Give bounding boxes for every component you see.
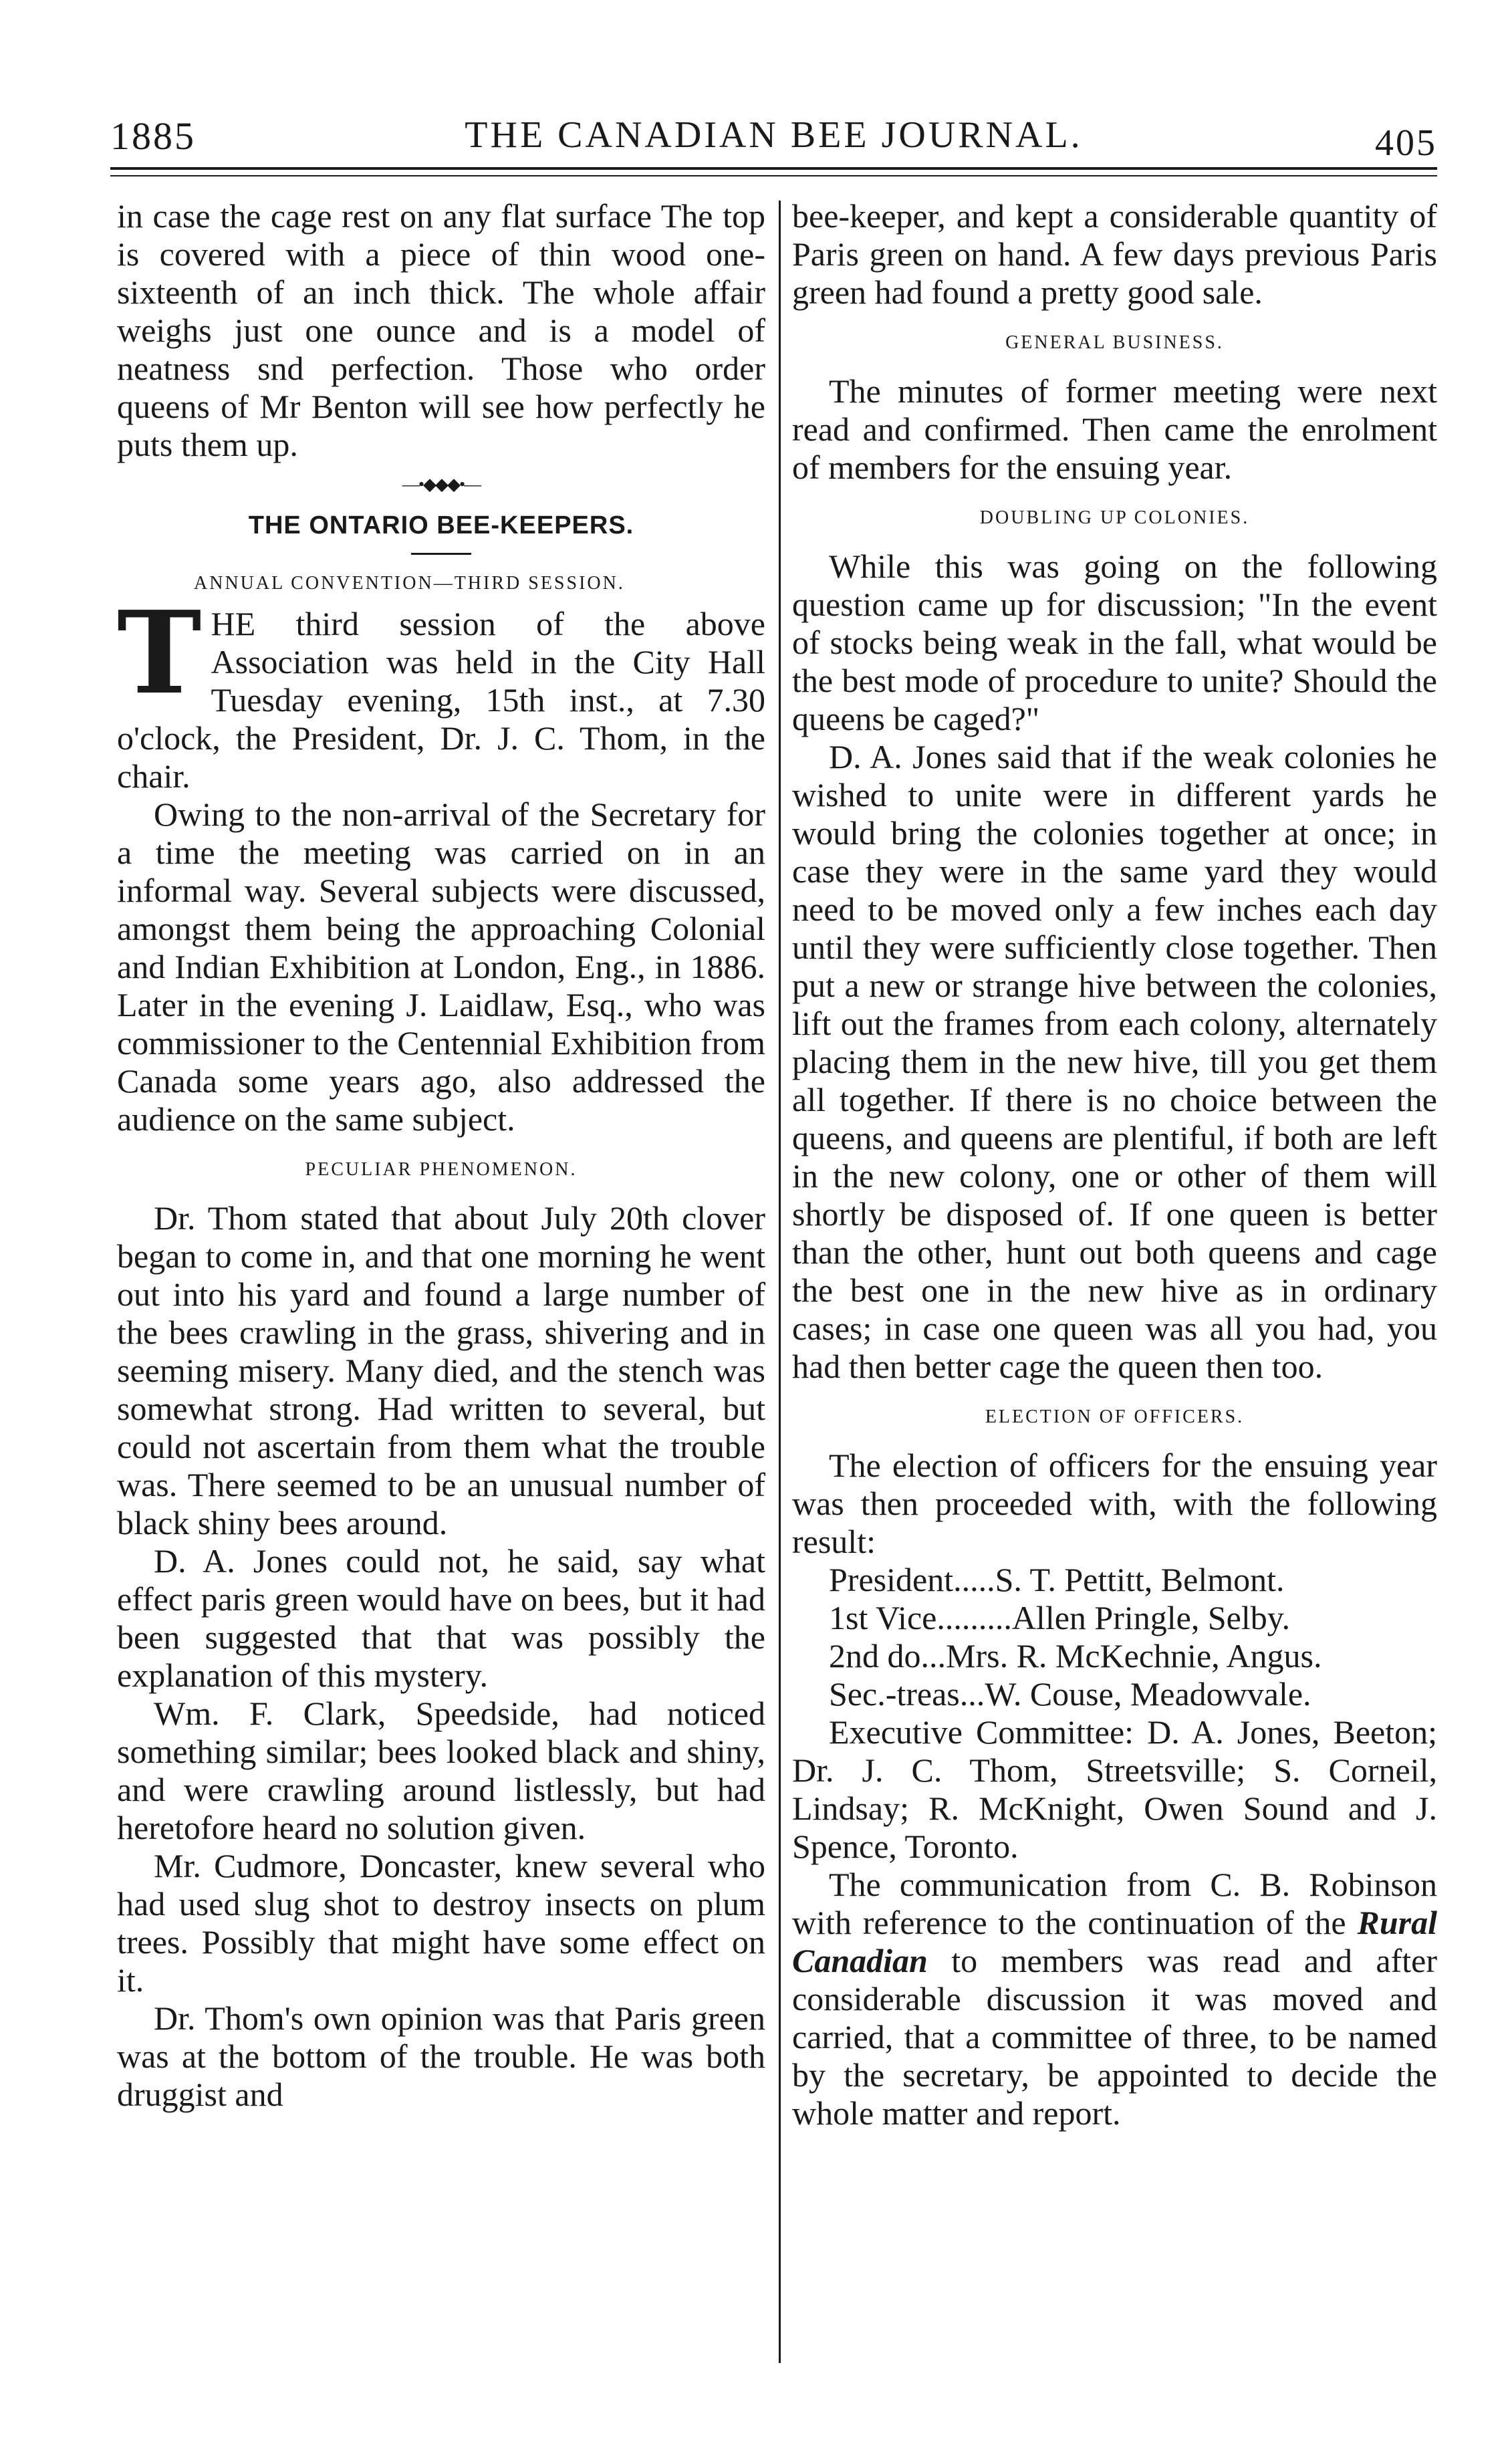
heading-doubling-colonies: DOUBLING UP COLONIES. [979,507,1250,528]
paragraph-session [117,586,765,795]
page-number: 405 [1375,122,1437,164]
ornament-divider: —•◆◆◆•— [402,475,481,494]
communication-text-b: to members was read and after considerable discussion it was moved and carried, that a committee of three, to be named by the secretary, be appointed to decide the whole matter and report. [792,1942,1437,2132]
paragraph-opinion: Dr. Thom's own opinion was that Paris green was at the bottom of the trouble. He was both druggist and [117,1999,765,2113]
column-divider [779,201,781,2363]
officer-line: 2nd do...Mrs. R. McKechnie, Angus. [829,1637,1322,1675]
section-title: THE ONTARIO BEE-KEEPERS. [248,511,634,539]
paragraph-jones: D. A. Jones could not, he said, say what effect paris green would have on bees, but it had been suggested that that was possibly the explanation of this mystery. [117,1542,765,1694]
header-rule-thin [110,175,1437,176]
paragraph-cudmore: Mr. Cudmore, Doncaster, knew several who had used slug shot to destroy insects on plum trees. Possibly that might have some effect on it. [117,1847,765,1999]
paragraph-minutes: The minutes of former meeting were next read and confirmed. Then came the enrolment of members for the ensuing year. [792,372,1437,486]
heading-general-business: GENERAL BUSINESS. [1005,332,1224,353]
heading-election: ELECTION OF OFFICERS. [985,1406,1245,1427]
paragraph-continued: bee-keeper, and kept a considerable quantity of Paris green on hand. A few days previous Paris green had found a pretty good sale. [792,197,1437,311]
paragraph-thom: Dr. Thom stated that about July 20th clover began to come in, and that one morning he went out into his yard and found a large number of the bees crawling in the grass, shivering and in seeming misery. Many died, and the stench was somewhat strong. Had written to several, but could not ascertain from them what the trouble was. There seemed to be an unusual number of black shiny bees around. [117,1199,765,1542]
heading-peculiar-phenomenon: PECULIAR PHENOMENON. [305,1159,578,1180]
paragraph-session-text: HE third session of the above Association was held in the City Hall Tuesday evening, 15th inst., at 7.30 o'clock, the President, Dr. J. C. Thom, in the chair. [117,605,765,795]
paragraph-clark: Wm. F. Clark, Speedside, had noticed something similar; bees looked black and shiny, and were crawling around listlessly, but had heretofore heard no solution given. [117,1695,765,1846]
communication-text-a: The communication from C. B. Robinson with reference to the continuation of the [792,1866,1437,1941]
paragraph-jones-answer: D. A. Jones said that if the weak colonies he wished to unite were in different yards he would bring the colonies together at once; in case they were in the same yard they would need to be moved only a few inches each day until they were sufficiently close together. Then put a new or strange hive between the colonies, lift out the frames from each colony, alternately placing them in the new hive, till you get them all together. If there is no choice between the queens, and queens are plentiful, if both are left in the new colony, one or other of them will shortly be disposed of. If one queen is better than the other, hunt out both queens and cage the best one in the new hive as in ordinary cases; in case one queen was all you had, you had then better cage the queen then too. [792,738,1437,1385]
publication-name: Rural Canadian [792,1904,1437,1979]
right-column [792,197,1437,2132]
paragraph-executive: Executive Committee: D. A. Jones, Beeton; Dr. J. C. Thom, Streetsville; S. Corneil, Lindsay; R. McKnight, Owen Sound and J. Spence, Toronto. [792,1713,1437,1865]
journal-title: THE CANADIAN BEE JOURNAL. [465,114,1083,156]
officer-line: President.....S. T. Pettitt, Belmont. [829,1561,1285,1598]
page-header [110,114,1437,164]
drop-cap: T [117,586,202,720]
paragraph-election: The election of officers for the ensuing year was then proceeded with, with the following result: [792,1447,1437,1560]
header-year: 1885 [110,114,196,158]
header-rule-thick [110,167,1437,170]
paragraph-cage: in case the cage rest on any flat surface The top is covered with a piece of thin wood one-sixteenth of an inch thick. The whole affair weighs just one ounce and is a model of neatness snd perfection. Those who order queens of Mr Benton will see how perfectly he puts them up. [117,197,765,463]
paragraph-owing: Owing to the non-arrival of the Secretary for a time the meeting was carried on in an informal way. Several subjects were discussed, amongst them being the approaching Colonial and Indian Exhibition at London, Eng., in 1886. Later in the evening J. Laidlaw, Esq., who was commissioner to the Centennial Exhibition from Canada some years ago, also addressed the audience on the same subject. [117,795,765,1138]
officer-line: Sec.-treas...W. Couse, Meadowvale. [829,1675,1311,1713]
officer-line: 1st Vice.........Allen Pringle, Selby. [829,1599,1290,1636]
paragraph-question: While this was going on the following question came up for discussion; "In the event of stocks being weak in the fall, what would be the best mode of procedure to unite? Should the queens be caged?" [792,547,1437,737]
paragraph-communication [792,1866,1437,2132]
left-column [117,197,765,2114]
title-rule [411,553,471,555]
session-heading: ANNUAL CONVENTION—THIRD SESSION. [194,573,625,594]
